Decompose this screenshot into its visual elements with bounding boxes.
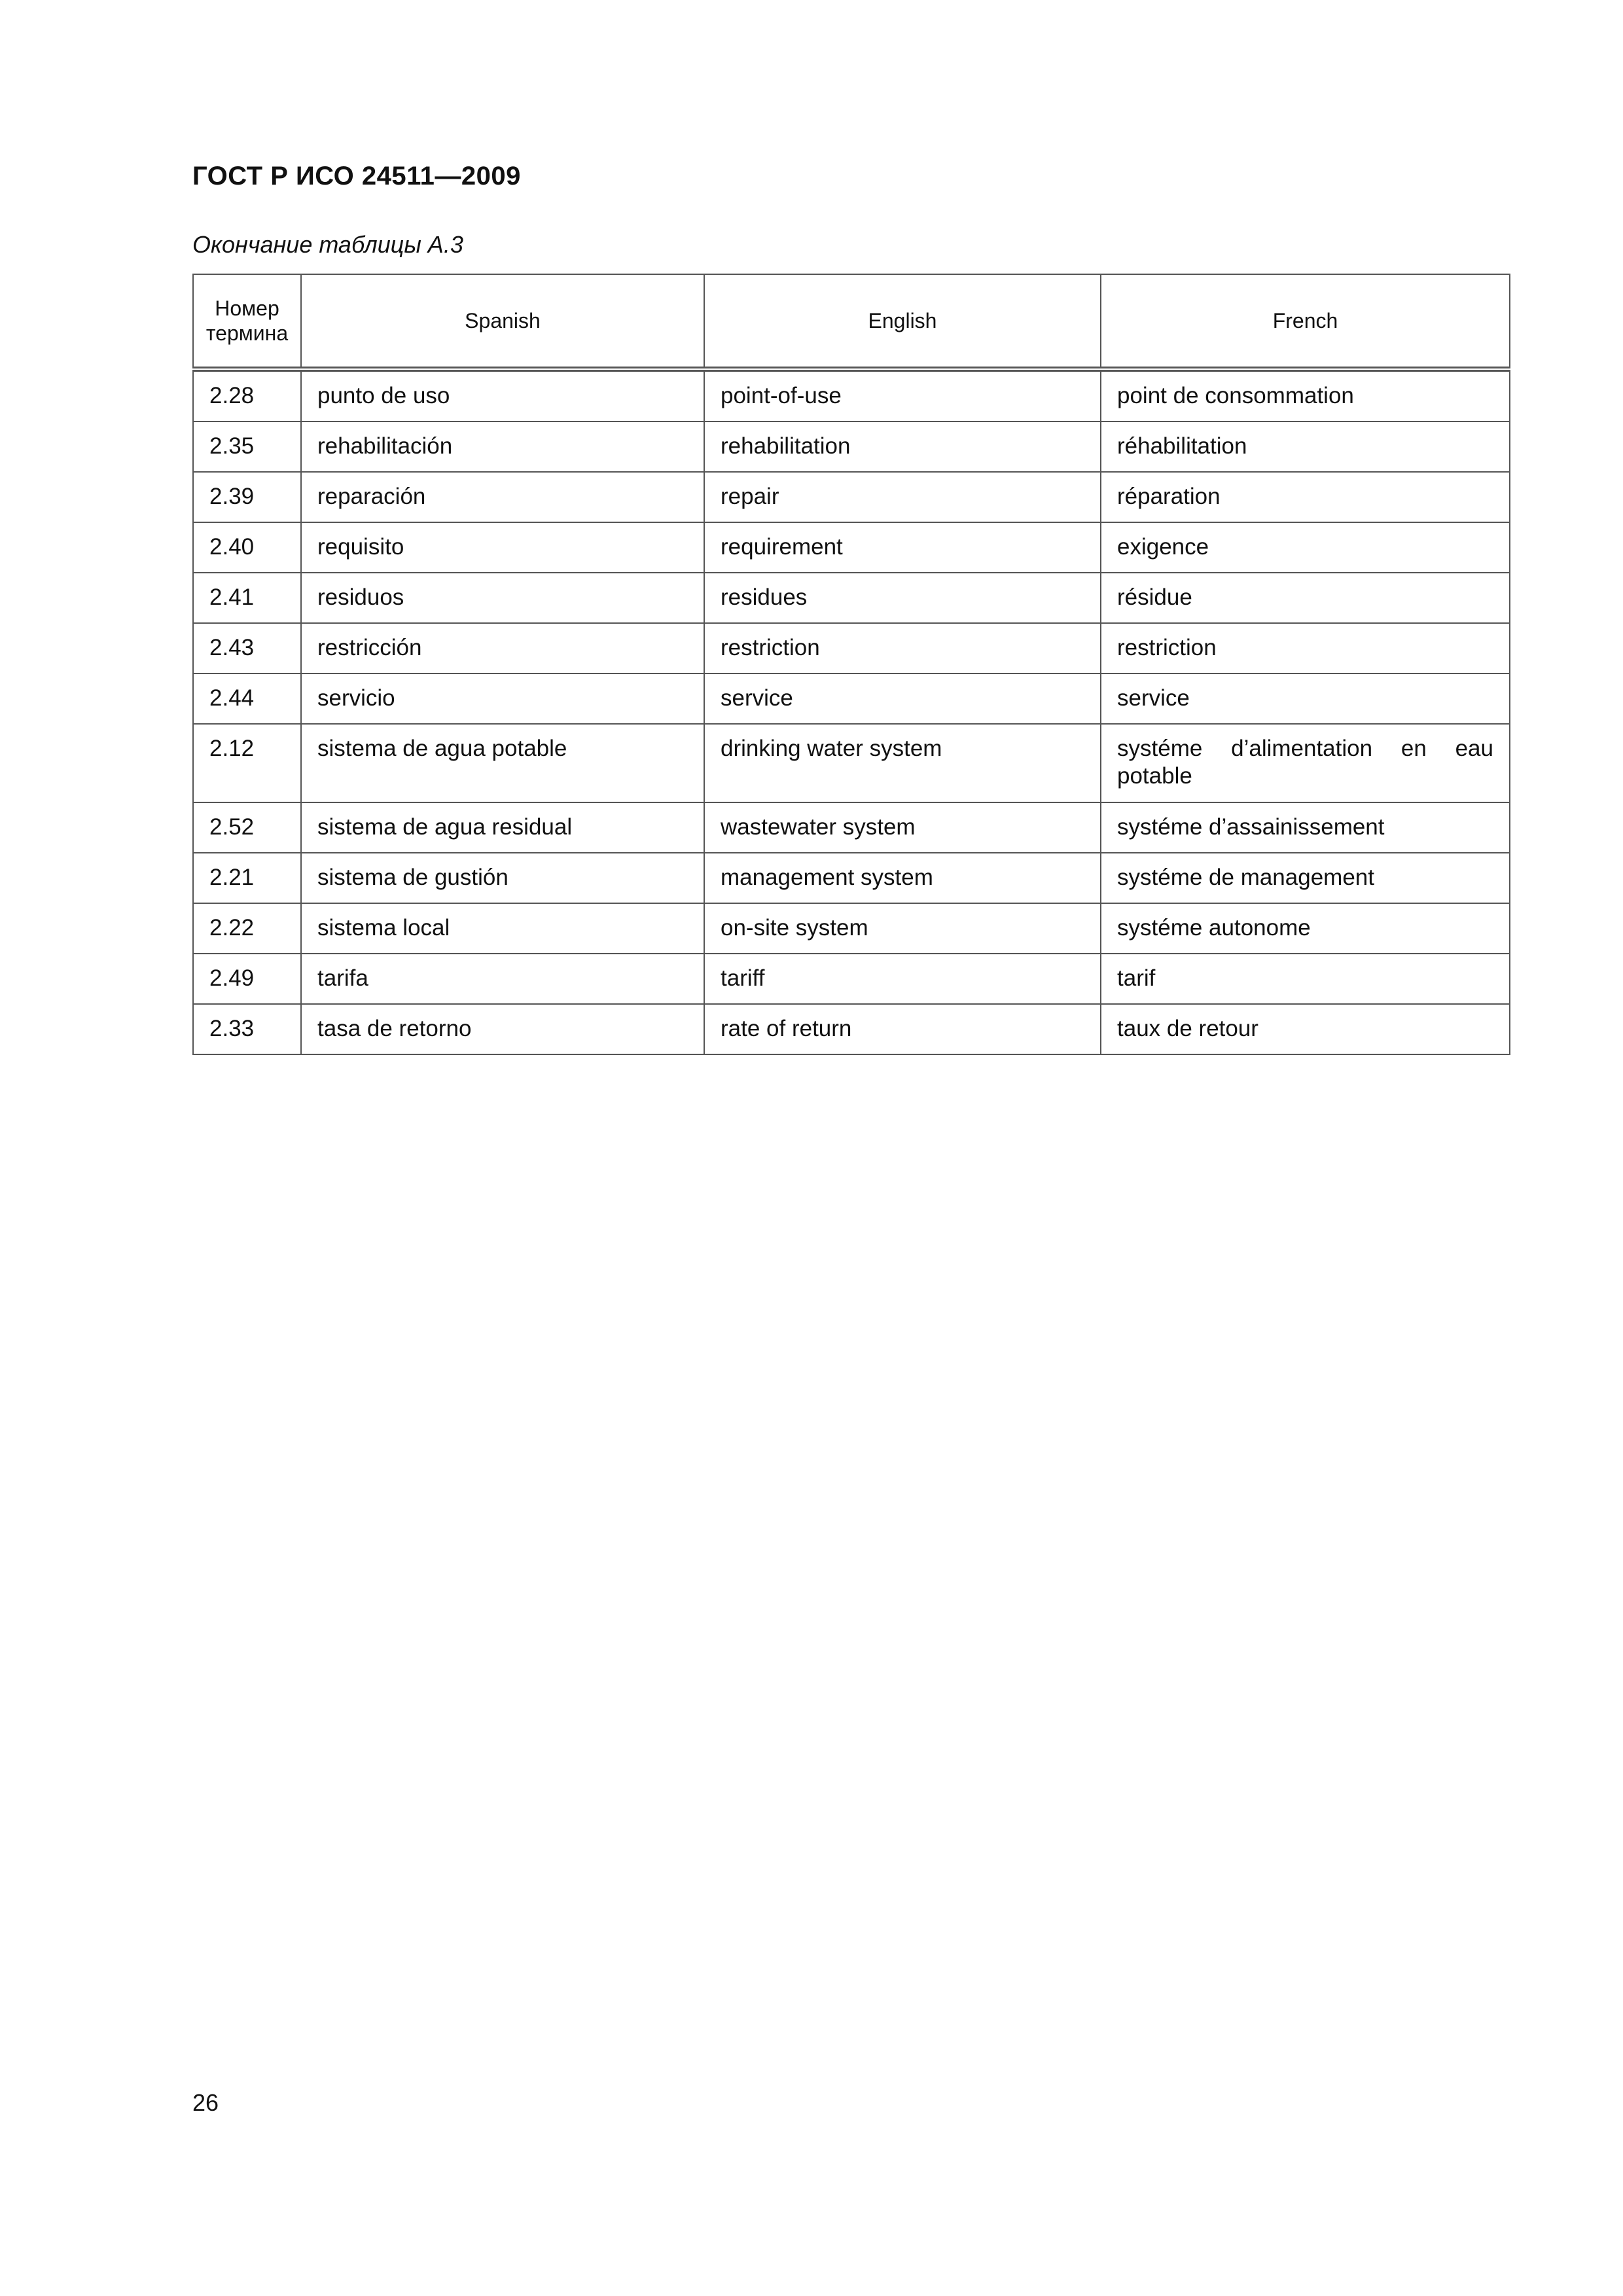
french-term-cell — [1101, 1004, 1510, 1054]
english-term-cell — [704, 954, 1101, 1004]
table-row — [193, 724, 1510, 802]
english-term-cell — [704, 422, 1101, 472]
french-term-cell — [1101, 422, 1510, 472]
english-term-cell — [704, 903, 1101, 954]
english-term: on-site system — [721, 915, 868, 941]
term-number: 2.44 — [209, 685, 255, 711]
french-term: réparation — [1117, 484, 1221, 509]
english-term-cell — [704, 802, 1101, 853]
english-term-cell — [704, 623, 1101, 673]
table-row — [193, 573, 1510, 623]
table-row — [193, 673, 1510, 724]
french-term: systéme d’alimentation en eau potable — [1117, 736, 1493, 789]
spanish-term: sistema de agua residual — [317, 814, 573, 840]
english-term: repair — [721, 484, 779, 509]
term-number-cell — [193, 623, 301, 673]
english-term: rate of return — [721, 1016, 852, 1041]
term-number-cell — [193, 472, 301, 522]
french-term-cell — [1101, 724, 1510, 802]
english-term: tariff — [721, 965, 765, 991]
table-row — [193, 853, 1510, 903]
term-number-cell — [193, 802, 301, 853]
english-term-cell — [704, 522, 1101, 573]
french-term: point de consommation — [1117, 383, 1354, 408]
spanish-term-cell — [301, 422, 704, 472]
spanish-term-cell — [301, 802, 704, 853]
spanish-term: tasa de retorno — [317, 1016, 472, 1041]
table-row — [193, 1004, 1510, 1054]
spanish-term: servicio — [317, 685, 395, 711]
term-number: 2.33 — [209, 1016, 255, 1041]
table-row — [193, 369, 1510, 422]
term-number-cell — [193, 903, 301, 954]
spanish-term-cell — [301, 573, 704, 623]
french-term: tarif — [1117, 965, 1156, 991]
term-number: 2.43 — [209, 635, 255, 660]
spanish-term-cell — [301, 472, 704, 522]
english-term: residues — [721, 584, 808, 610]
term-number: 2.41 — [209, 584, 255, 610]
spanish-term-cell — [301, 853, 704, 903]
term-number: 2.52 — [209, 814, 255, 840]
english-term-cell — [704, 573, 1101, 623]
term-number: 2.39 — [209, 484, 255, 509]
spanish-term-cell — [301, 954, 704, 1004]
english-term-cell — [704, 1004, 1101, 1054]
column-header-spanish: Spanish — [301, 274, 704, 369]
table-row — [193, 422, 1510, 472]
french-term-cell — [1101, 472, 1510, 522]
terms-table — [192, 274, 1510, 1055]
term-number-cell — [193, 573, 301, 623]
french-term-cell — [1101, 522, 1510, 573]
table-row — [193, 472, 1510, 522]
table-row — [193, 802, 1510, 853]
french-term: exigence — [1117, 534, 1209, 560]
term-number-cell — [193, 1004, 301, 1054]
french-term-cell — [1101, 853, 1510, 903]
term-number: 2.12 — [209, 736, 255, 761]
page-number: 26 — [192, 2089, 219, 2116]
spanish-term: sistema local — [317, 915, 450, 941]
spanish-term-cell — [301, 623, 704, 673]
spanish-term: reparación — [317, 484, 426, 509]
spanish-term-cell — [301, 673, 704, 724]
spanish-term: restricción — [317, 635, 422, 660]
spanish-term: tarifa — [317, 965, 368, 991]
table-row — [193, 903, 1510, 954]
document-header: ГОСТ Р ИСО 24511—2009 — [192, 162, 521, 190]
english-term: drinking water system — [721, 736, 942, 761]
french-term-cell — [1101, 623, 1510, 673]
term-number: 2.40 — [209, 534, 255, 560]
spanish-term-cell — [301, 903, 704, 954]
french-term-cell — [1101, 903, 1510, 954]
spanish-term: rehabilitación — [317, 433, 453, 459]
table-header-row — [193, 274, 1510, 369]
table-row — [193, 623, 1510, 673]
french-term: systéme autonome — [1117, 915, 1311, 941]
english-term: requirement — [721, 534, 843, 560]
english-term-cell — [704, 673, 1101, 724]
french-term-cell — [1101, 369, 1510, 422]
spanish-term: residuos — [317, 584, 404, 610]
english-term-cell — [704, 853, 1101, 903]
term-number-cell — [193, 673, 301, 724]
spanish-term: sistema de gustión — [317, 865, 508, 890]
english-term: service — [721, 685, 793, 711]
french-term: systéme de management — [1117, 865, 1374, 890]
term-number: 2.28 — [209, 383, 255, 408]
term-number-cell — [193, 853, 301, 903]
french-term: résidue — [1117, 584, 1192, 610]
term-number-cell — [193, 522, 301, 573]
table-caption: Окончание таблицы А.3 — [192, 231, 463, 258]
french-term: taux de retour — [1117, 1016, 1258, 1041]
french-term-cell — [1101, 802, 1510, 853]
term-number: 2.22 — [209, 915, 255, 941]
table-row — [193, 522, 1510, 573]
column-header-number-line2: термина — [205, 321, 289, 345]
french-term-cell — [1101, 673, 1510, 724]
column-header-english: English — [704, 274, 1101, 369]
spanish-term-cell — [301, 369, 704, 422]
term-number-cell — [193, 954, 301, 1004]
english-term-cell — [704, 472, 1101, 522]
term-number: 2.21 — [209, 865, 255, 890]
french-term: systéme d’assainissement — [1117, 814, 1385, 840]
english-term: management system — [721, 865, 933, 890]
spanish-term: sistema de agua potable — [317, 736, 567, 761]
spanish-term-cell — [301, 724, 704, 802]
spanish-term: requisito — [317, 534, 404, 560]
spanish-term-cell — [301, 522, 704, 573]
french-term-cell — [1101, 573, 1510, 623]
french-term: réhabilitation — [1117, 433, 1247, 459]
english-term: rehabilitation — [721, 433, 851, 459]
french-term: service — [1117, 685, 1190, 711]
table-row — [193, 954, 1510, 1004]
spanish-term-cell — [301, 1004, 704, 1054]
english-term: point-of-use — [721, 383, 842, 408]
french-term-cell — [1101, 954, 1510, 1004]
column-header-french: French — [1101, 274, 1510, 369]
term-number-cell — [193, 724, 301, 802]
english-term: wastewater system — [721, 814, 916, 840]
term-number: 2.49 — [209, 965, 255, 991]
english-term: restriction — [721, 635, 820, 660]
spanish-term: punto de uso — [317, 383, 450, 408]
term-number-cell — [193, 422, 301, 472]
english-term-cell — [704, 724, 1101, 802]
term-number: 2.35 — [209, 433, 255, 459]
french-term: restriction — [1117, 635, 1217, 660]
english-term-cell — [704, 369, 1101, 422]
term-number-cell — [193, 369, 301, 422]
column-header-number-line1: Номер — [215, 296, 279, 320]
column-header-number — [193, 274, 301, 369]
